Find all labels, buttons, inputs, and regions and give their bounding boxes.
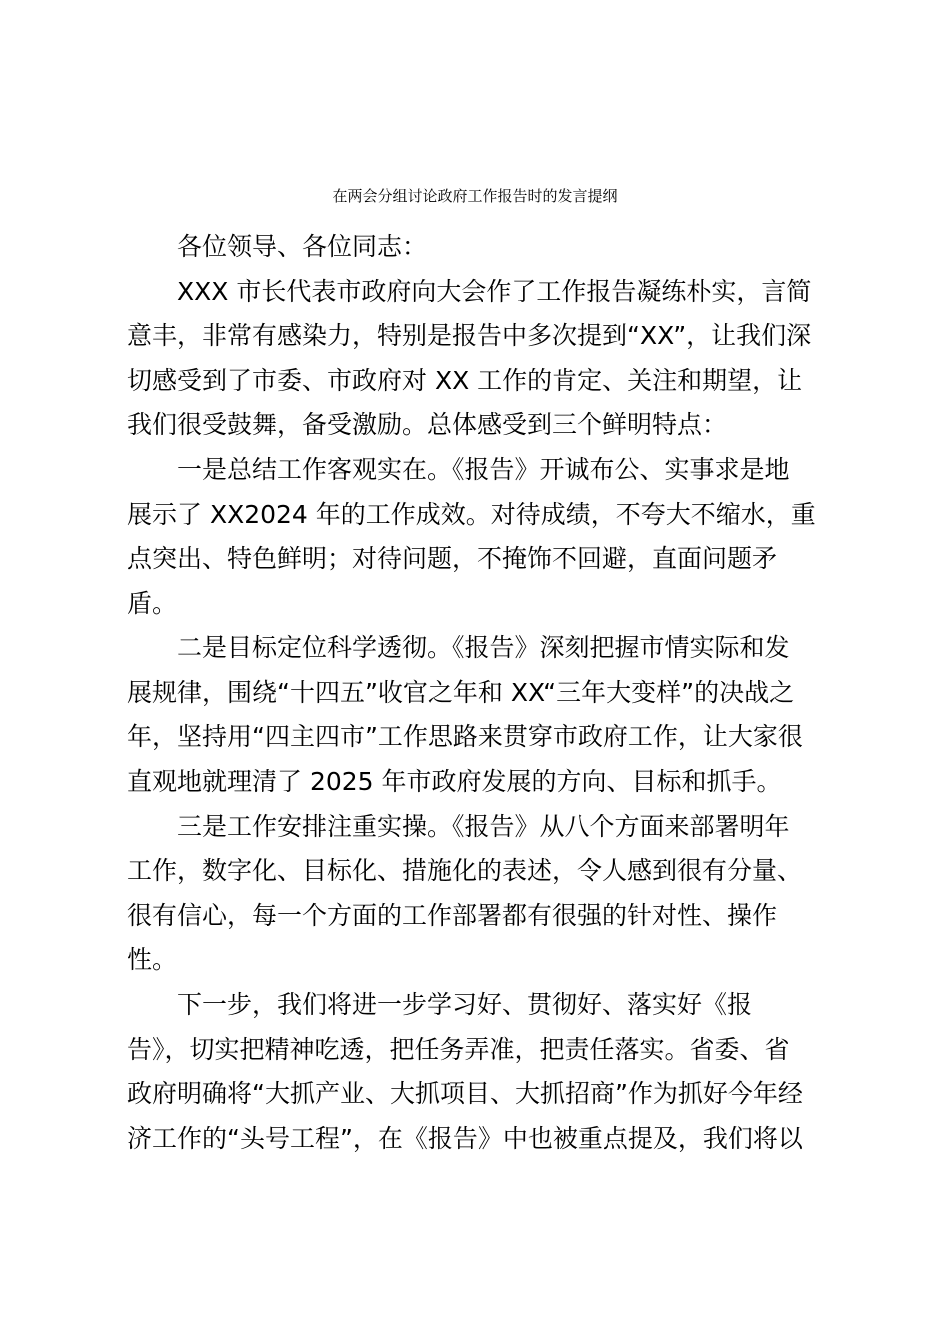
paragraph-line: 很有信心，每一个方面的工作部署都有很强的针对性、操作 bbox=[127, 901, 778, 930]
document-title: 在两会分组讨论政府工作报告时的发言提纲 bbox=[332, 187, 618, 205]
paragraph-line: 盾。 bbox=[127, 589, 178, 618]
paragraph-line: 二是目标定位科学透彻。《报告》深刻把握市情实际和发 bbox=[177, 633, 790, 662]
paragraph-line: 告》，切实把精神吃透，把任务弄准，把责任落实。省委、省 bbox=[127, 1035, 790, 1064]
paragraph-line: 年，坚持用“四主四市”工作思路来贯穿市政府工作，让大家很 bbox=[127, 722, 803, 751]
paragraph-line: 性。 bbox=[127, 945, 178, 974]
paragraph-line: 点突出、特色鲜明；对待问题，不掩饰不回避，直面问题矛 bbox=[127, 544, 778, 573]
paragraph-line: 政府明确将“大抓产业、大抓项目、大抓招商”作为抓好今年经 bbox=[127, 1079, 803, 1108]
paragraph-line: 意丰，非常有感染力，特别是报告中多次提到“XX”，让我们深 bbox=[127, 321, 812, 350]
paragraph-line: 展规律，围绕“十四五”收官之年和 XX“三年大变样”的决战之 bbox=[127, 678, 795, 707]
paragraph-line: 济工作的“头号工程”，在《报告》中也被重点提及，我们将以 bbox=[127, 1124, 803, 1153]
paragraph-line: 展示了 XX2024 年的工作成效。对待成绩，不夸大不缩水，重 bbox=[127, 500, 816, 529]
paragraph-line: 下一步，我们将进一步学习好、贯彻好、落实好《报 bbox=[177, 990, 753, 1019]
paragraph-line: 工作，数字化、目标化、措施化的表述，令人感到很有分量、 bbox=[127, 856, 803, 885]
paragraph-line: 三是工作安排注重实操。《报告》从八个方面来部署明年 bbox=[177, 812, 790, 841]
paragraph-line: 我们很受鼓舞，备受激励。总体感受到三个鲜明特点： bbox=[127, 410, 728, 439]
paragraph-line: XXX 市长代表市政府向大会作了工作报告凝练朴实，言简 bbox=[177, 277, 812, 306]
paragraph-line: 一是总结工作客观实在。《报告》开诚布公、实事求是地 bbox=[177, 455, 790, 484]
salutation-line: 各位领导、各位同志： bbox=[177, 232, 428, 261]
paragraph-line: 直观地就理清了 2025 年市政府发展的方向、目标和抓手。 bbox=[127, 767, 782, 796]
paragraph-line: 切感受到了市委、市政府对 XX 工作的肯定、关注和期望，让 bbox=[127, 366, 803, 395]
